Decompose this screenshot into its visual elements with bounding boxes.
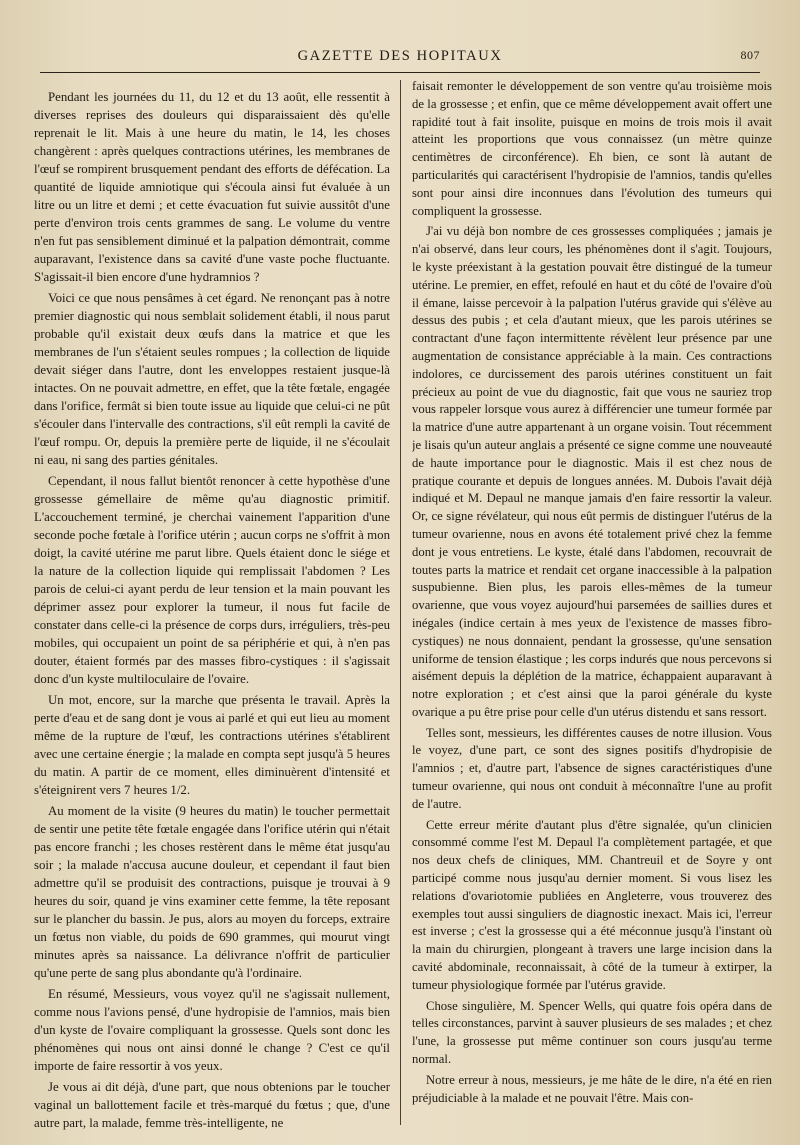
page-number: 807	[740, 48, 760, 62]
paragraph: Au moment de la visite (9 heures du matin) le toucher permettait de sentir une petite tête fœtale engagée dans l'orifice utérin qui n'était pas encore franchi ; les choses restèrent dans le même état jusqu'au soir ; la malade n'accusa aucune douleur, et cependant il faut bien admettre qu'il se produisit des contractions, puisque je trouvai à 9 heures du soir, quand je vins examiner cette femme, la tête reposant sur le plancher du bassin. Je pus, alors au moyen du forceps, extraire un fœtus non viable, du poids de 690 grammes, qui mourut vingt minutes après sa naissance. La délivrance n'offrit de particulier qu'une perte de sang plus abondante qu'à l'ordinaire.	[34, 804, 390, 980]
paragraph: J'ai vu déjà bon nombre de ces grossesses compliquées ; jamais je n'ai observé, dans leur cours, les phénomènes dont il s'agit. Toujours, le kyste préexistant à la gestation pouvait être distingué de la tumeur utérine. Le premier, en effet, refoulé en haut et du côté de l'ovaire d'où il émane, laisse percevoir à la palpation l'utérus gravide qui s'élève au dessus des pubis ; et cela d'autant mieux, que les parois utérines se contractant d'une façon intermittente révèlent leur présence par une augmentation de consistance appréciable à la main. Ces contractions indolores, ce durcissement des parois utérines constituent un fait précieux au point de vue du diagnostic, fait que vous ne sauriez trop vous rappeler lorsque vous aurez à différencier une tumeur formée par la matrice d'une autre appartenant à un organe voisin. Tout récemment je lisais qu'un auteur anglais a présenté ce signe comme une nouveauté de haute importance pour le diagnostic. Mais il est chez nous de pratique courante et depuis de longues années. M. Dubois l'avait déjà indiqué et M. Depaul ne manque jamais d'en faire ressortir la valeur. Or, ce signe révélateur, qui nous eût permis de distinguer l'utérus de la tumeur ovarienne, nous en avons été totalement privé chez la femme dont je vous entretiens. Le kyste, étalé dans l'abdomen, recouvrait de toutes parts la matrice et rendait cet organe inaccessible à la palpation suspubienne. Bien plus, les parois elles-mêmes de la tumeur ovarienne, que vous voyez aujourd'hui parsemées de saillies dures et inégales (indice certain à mes yeux de l'existence de masses fibro-cystiques) ne nous donnaient, pendant la grossesse, qu'une sensation uniforme de tension élastique ; les corps indurés que nous percevons si aisément depuis la déplétion de la matrice, échappaient auparavant à notre exploration ; et c'est ainsi que la paroi générale du kyste ovarique a pu être prise pour celle d'un utérus distendu et sans ressort.	[412, 224, 772, 719]
paragraph: Voici ce que nous pensâmes à cet égard. Ne renonçant pas à notre premier diagnostic qui nous semblait solidement établi, il nous parut probable qu'il existait deux œufs dans la matrice et que les membranes de l'un s'étaient seules rompues ; la collection de liquide devait siéger dans l'autre, dont les enveloppes restaient jusque-là intactes. On ne pouvait admettre, en effet, que la tête fœtale, engagée dans l'orifice, fermât si bien toute issue au liquide que celui-ci ne pût s'écouler dans l'intervalle des contractions, s'il eût rempli la cavité de l'œuf rompu. Or, depuis la première perte de liquide, il ne s'écoulait ni eau, ni sang des parties génitales.	[34, 291, 390, 467]
paragraph: Un mot, encore, sur la marche que présenta le travail. Après la perte d'eau et de sang dont je vous ai parlé et qui eut lieu au moment même de la rupture de l'œuf, les contractions utérines s'établirent avec une certaine énergie ; la malade en compta sept jusqu'à 5 heures du matin. A partir de ce moment, elles diminuèrent d'intensité et s'éteignirent vers 7 heures 1/2.	[34, 693, 390, 797]
left-column	[34, 78, 390, 1138]
paragraph: faisait remonter le développement de son ventre qu'au troisième mois de la grossesse ; et enfin, que ce même développement avait offert une rapidité tout à fait insolite, puisque en moins de trois mois il avait atteint les proportions que vous connaissez (un mètre quinze centimètres de circonférence). Eh bien, ce sont là autant de particularités qui caractérisent l'hydropisie de l'amnios, tandis qu'elles sont pour ainsi dire inconnues dans l'évolution des tumeurs qui compliquent la grossesse.	[412, 79, 772, 218]
paragraph: Cette erreur mérite d'autant plus d'être signalée, qu'un clinicien consommé comme l'est M. Depaul l'a complètement partagée, et que nos deux chefs de cliniques, MM. Chantreuil et de Soyre y ont participé comme nous jusqu'au dernier moment. Si vous lisez les relations d'ovariotomie publiées en Angleterre, vous trouverez des exemples tout aussi singuliers de diagnostic inexact. Mais ici, l'erreur est inverse ; c'est la grossesse qui a été méconnue jusqu'à l'instant où la main du chirurgien, plongeant à travers une large incision dans la cavité abdominale, reconnaissait, à côté de la tumeur à extirper, la tumeur physiologique formée par l'utérus gravide.	[412, 817, 772, 992]
paragraph: En résumé, Messieurs, vous voyez qu'il ne s'agissait nullement, comme nous l'avions pensé, d'une hydropisie de l'amnios, mais bien d'un kyste de l'ovaire compliquant la grossesse. Quels sont donc les phénomènes qui nous ont ainsi donné le change ? C'est ce qu'il importe de faire ressortir à vos yeux.	[34, 987, 390, 1073]
publication-title: GAZETTE DES HOPITAUX	[297, 48, 503, 64]
paragraph: Chose singulière, M. Spencer Wells, qui quatre fois opéra dans de telles circonstances, parvint à sauver plusieurs de ses malades ; et chez l'une, la grossesse put même continuer son cours jusqu'au terme normal.	[412, 998, 772, 1067]
paragraph: Pendant les journées du 11, du 12 et du 13 août, elle ressentit à diverses reprises des douleurs qui disparaissaient dès qu'elle reprenait le lit. Mais à une heure du matin, le 14, les choses changèrent : après quelques contractions utérines, les membranes de l'œuf se rompirent brusquement pendant des efforts de défécation. La quantité de liquide amniotique qui s'écoula ainsi fut évaluée à un litre ou un litre et demi ; et cette évacuation fut suivie aussitôt d'une perte d'environ trois cents grammes de sang. Le volume du ventre n'en fut pas sensiblement diminué et la palpation démontrait, comme auparavant, l'existence dans sa cavité d'une vaste poche fluctuante. S'agissait-il bien encore d'une hydramnios ?	[34, 90, 390, 284]
paragraph: Je vous ai dit déjà, d'une part, que nous obtenions par le toucher vaginal un ballottement facile et très-marqué du fœtus ; que, d'une autre part, la malade, femme très-intelligente, ne	[34, 1080, 390, 1130]
header-rule	[40, 72, 760, 73]
paragraph: Notre erreur à nous, messieurs, je me hâte de le dire, n'a été en rien préjudiciable à la malade et ne pouvait l'être. Mais con-	[412, 1072, 772, 1105]
page-header	[40, 46, 760, 68]
right-column	[412, 78, 772, 1138]
paragraph: Telles sont, messieurs, les différentes causes de notre illusion. Vous le voyez, d'une part, ce sont des signes positifs d'hydropisie de l'amnios ; et, d'autre part, l'absence de signes caractéristiques d'une tumeur ovarienne, qui nous ont conduit à méconnaître l'une au profit de l'autre.	[412, 725, 772, 811]
paragraph: Cependant, il nous fallut bientôt renoncer à cette hypothèse d'une grossesse gémellaire de même qu'au diagnostic primitif. L'accouchement terminé, je cherchai vainement l'apparition d'une seconde poche fœtale à l'orifice utérin ; aucun corps ne s'offrit à mon doigt, la cavité utérine me parut libre. Quels étaient donc le siége et la nature de la collection liquide qui remplissait l'abdomen ? Les parois de celui-ci ayant perdu de leur tension et la main pouvant les déprimer assez pour explorer la tumeur, il nous fut facile de constater dans celle-ci la présence de corps durs, irréguliers, très-peu mobiles, qui occupaient un point de sa périphérie et qui, à n'en pas douter, étaient formés par des masses fibro-cystiques : il s'agissait donc d'un kyste multiloculaire de l'ovaire.	[34, 474, 390, 686]
column-divider	[400, 80, 401, 1125]
